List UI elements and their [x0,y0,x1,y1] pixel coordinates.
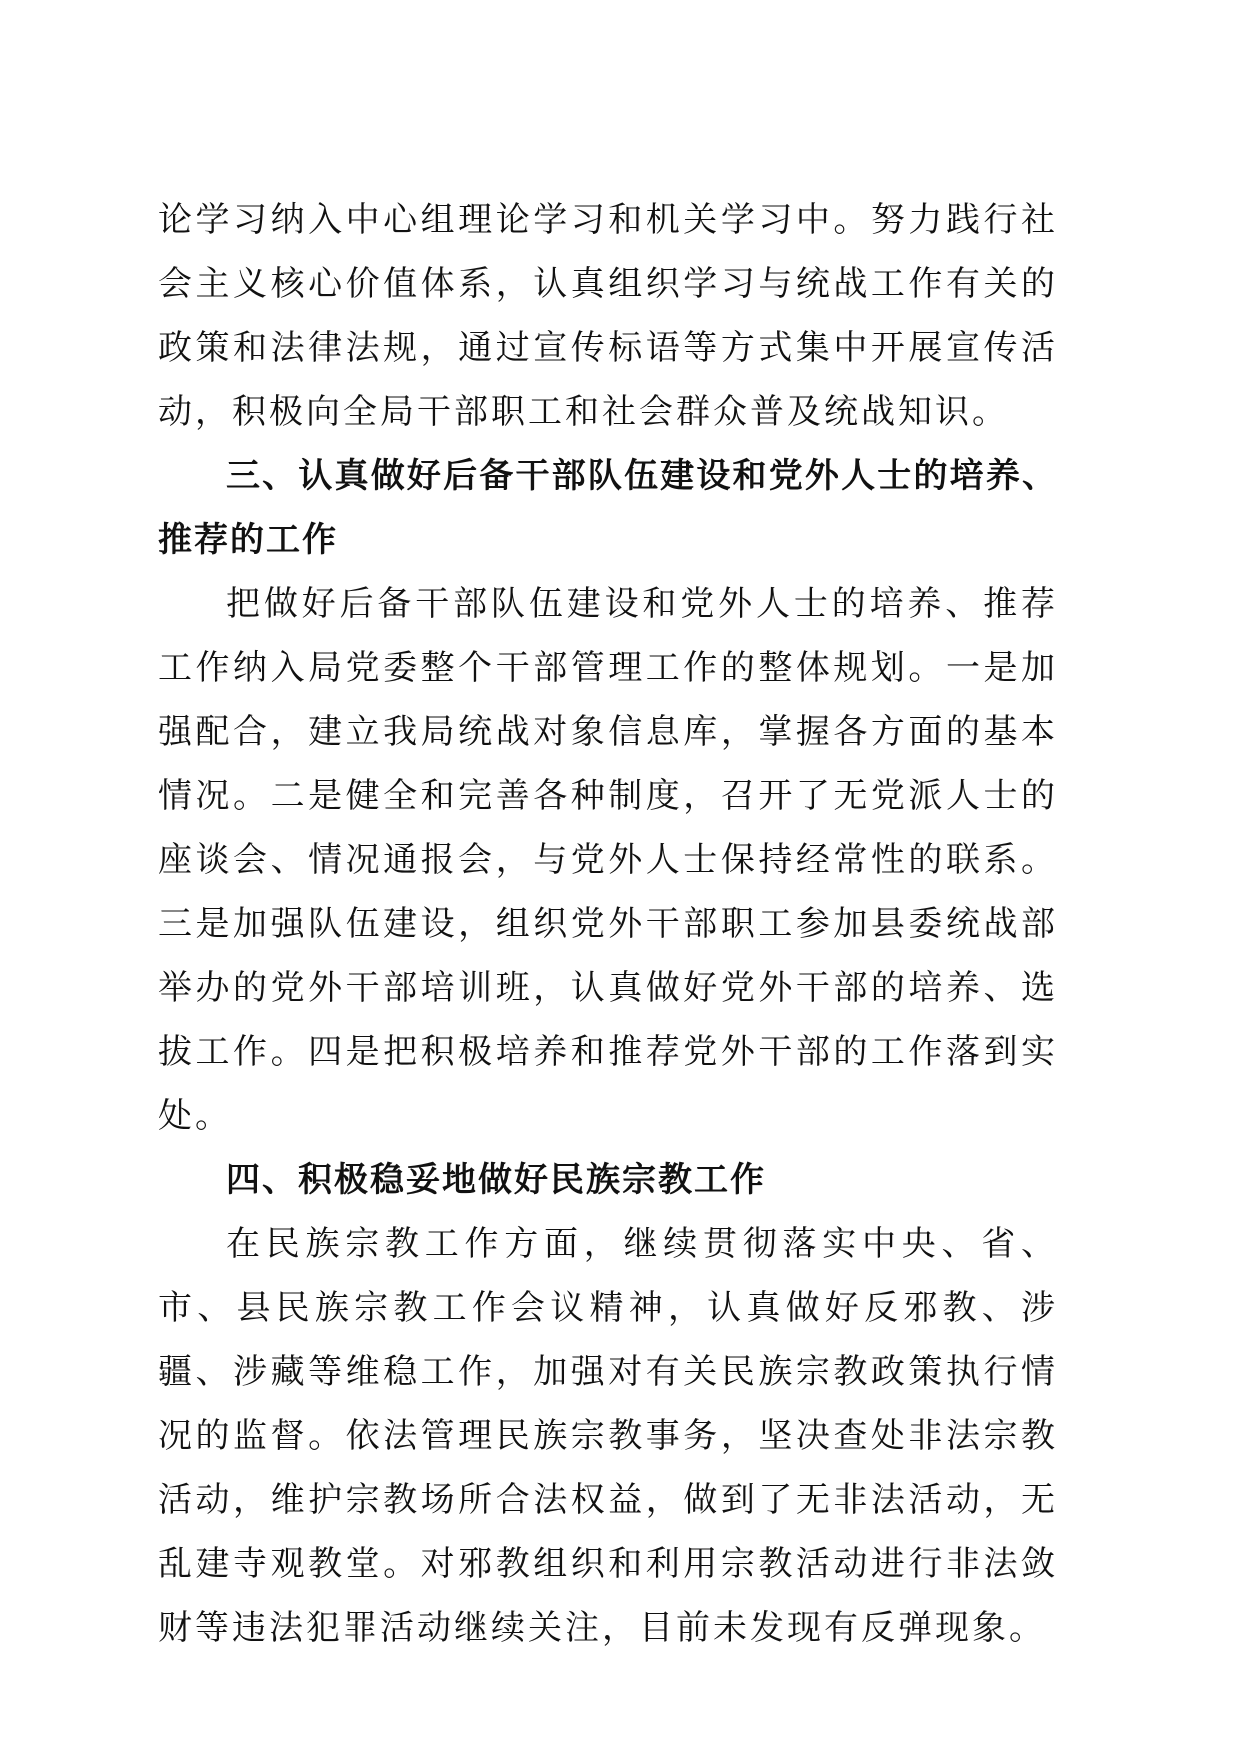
section-heading-4: 四、积极稳妥地做好民族宗教工作 [226,1160,766,1200]
paragraph-section-4: 在民族宗教工作方面，继续贯彻落实中央、省、市、县民族宗教工作会议精神，认真做好反邪教、涉疆、涉藏等维稳工作，加强对有关民族宗教政策执行情况的监督。依法管理民族宗教事务，坚决查处非法宗教活动，维护宗教场所合法权益，做到了无非法活动，无乱建寺观教堂。对邪教组织和利用宗教活动进行非法敛财等违法犯罪活动继续关注，目前未发现有反弹现象。 [158,1224,1058,1648]
section-heading-3: 三、认真做好后备干部队伍建设和党外人士的培养、推荐的工作 [158,456,1058,560]
paragraph-section-3: 把做好后备干部队伍建设和党外人士的培养、推荐工作纳入局党委整个干部管理工作的整体规划。一是加强配合，建立我局统战对象信息库，掌握各方面的基本情况。二是健全和完善各种制度，召开了无党派人士的座谈会、情况通报会，与党外人士保持经常性的联系。三是加强队伍建设，组织党外干部职工参加县委统战部举办的党外干部培训班，认真做好党外干部的培养、选拔工作。四是把积极培养和推荐党外干部的工作落到实处。 [158,584,1058,1136]
paragraph-continued: 论学习纳入中心组理论学习和机关学习中。努力践行社会主义核心价值体系，认真组织学习与统战工作有关的政策和法律法规，通过宣传标语等方式集中开展宣传活动，积极向全局干部职工和社会群众普及统战知识。 [158,200,1058,432]
document-body [158,188,1058,1660]
